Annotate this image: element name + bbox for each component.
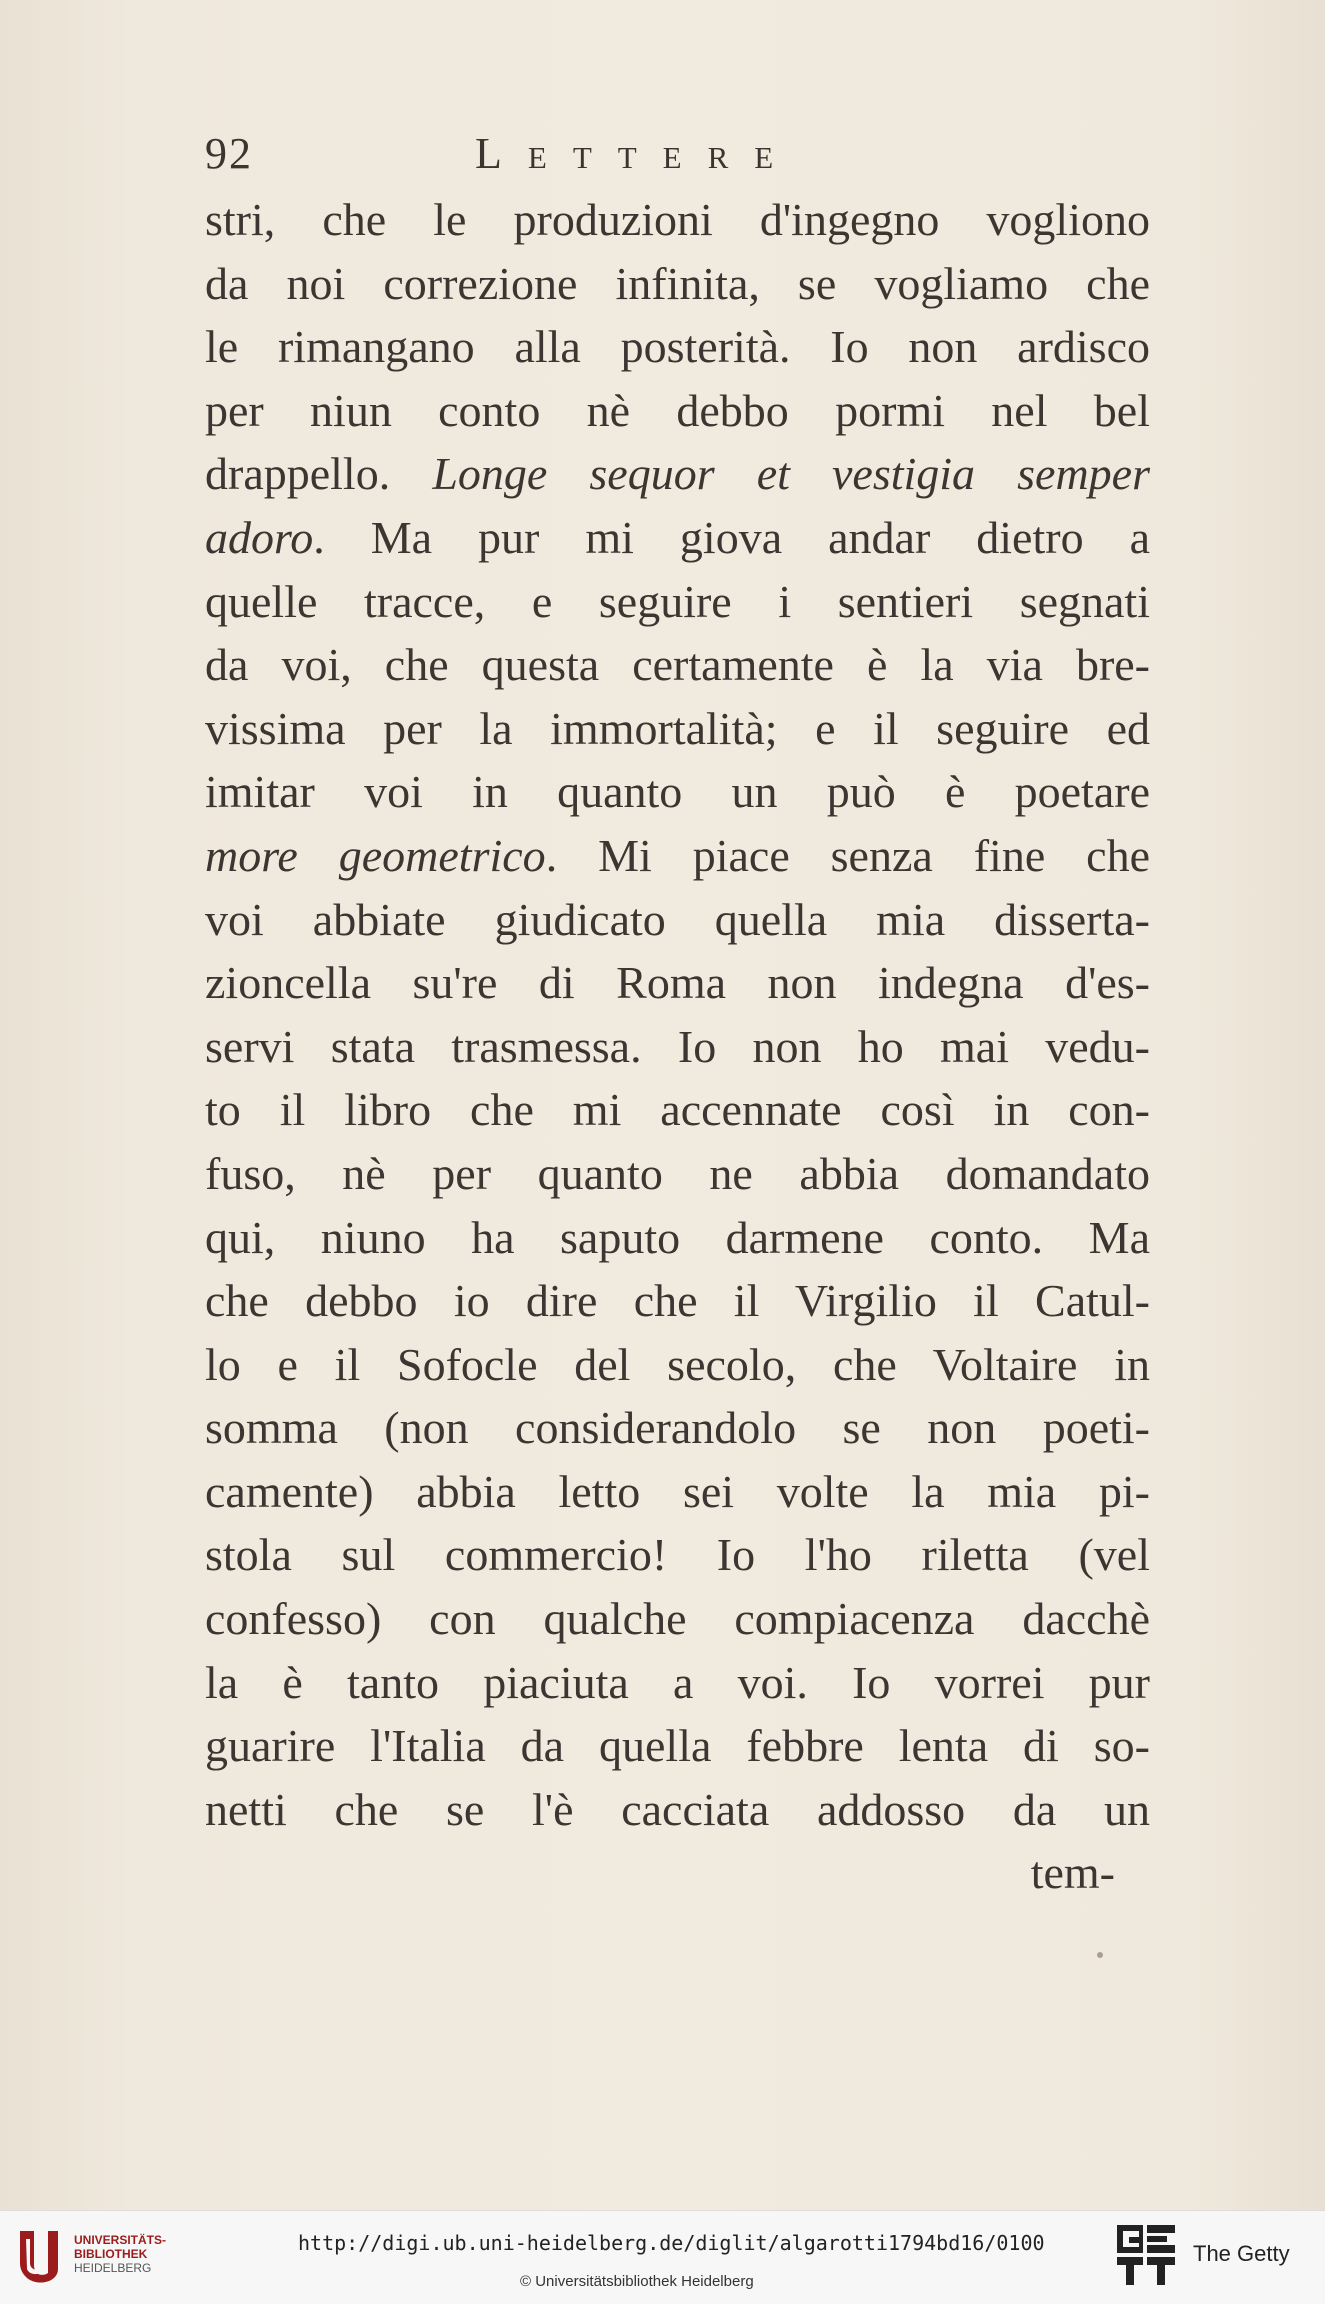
text-segment: confesso) con qualche compiacenza dacchè bbox=[205, 1593, 1150, 1645]
text-segment: fuso, nè per quanto ne abbia domandato bbox=[205, 1147, 1150, 1199]
text-line bbox=[205, 570, 1150, 634]
text-line bbox=[205, 760, 1150, 824]
text-segment: . Ma pur mi giova andar dietro a bbox=[313, 511, 1150, 563]
text-segment: quelle tracce, e seguire i sentieri segnati bbox=[205, 575, 1150, 627]
getty-label: The Getty bbox=[1193, 2241, 1290, 2266]
text-segment: imitar voi in quanto un può è poetare bbox=[205, 766, 1150, 818]
text-segment: da noi correzione infinita, se vogliamo che bbox=[205, 257, 1150, 309]
text-line bbox=[205, 1460, 1150, 1524]
text-segment: zioncella su're di Roma non indegna d'es- bbox=[205, 957, 1150, 1009]
text-segment: . Mi piace senza fine che bbox=[545, 829, 1150, 881]
text-line bbox=[205, 951, 1150, 1015]
text-line bbox=[205, 1778, 1150, 1842]
text-segment: drappello. bbox=[205, 448, 433, 500]
text-line bbox=[205, 188, 1150, 252]
italic-text-segment: Longe sequor et vestigia semper bbox=[432, 448, 1150, 500]
text-line bbox=[205, 697, 1150, 761]
text-segment: per niun conto nè debbo pormi nel bel bbox=[205, 384, 1150, 436]
text-line bbox=[205, 1714, 1150, 1778]
running-head bbox=[205, 128, 1165, 188]
text-line bbox=[205, 1206, 1150, 1270]
text-segment: netti che se l'è cacciata addosso da un bbox=[205, 1783, 1150, 1835]
text-segment: voi abbiate giudicato quella mia disserta- bbox=[205, 893, 1150, 945]
text-line bbox=[205, 1396, 1150, 1460]
text-line bbox=[205, 1333, 1150, 1397]
text-segment: camente) abbia letto sei volte la mia pi- bbox=[205, 1465, 1150, 1517]
text-segment: che debbo io dire che il Virgilio il Catul- bbox=[205, 1275, 1150, 1327]
text-segment: lo e il Sofocle del secolo, che Voltaire in bbox=[205, 1338, 1150, 1390]
university-library-logo-icon bbox=[12, 2225, 64, 2285]
permalink-url[interactable]: http://digi.ub.uni-heidelberg.de/diglit/algarotti1794bd16/0100 bbox=[298, 2231, 1045, 2255]
text-segment: le rimangano alla posterità. Io non ardisco bbox=[205, 321, 1150, 373]
university-library-name bbox=[74, 2233, 166, 2275]
text-line bbox=[205, 888, 1150, 952]
text-line bbox=[205, 1142, 1150, 1206]
footer-bar bbox=[0, 2210, 1325, 2304]
text-line bbox=[205, 506, 1150, 570]
text-line bbox=[205, 379, 1150, 443]
library-line-1: UNIVERSITÄTS- bbox=[74, 2233, 167, 2247]
text-line bbox=[205, 315, 1150, 379]
library-line-2: BIBLIOTHEK bbox=[74, 2247, 148, 2261]
text-line bbox=[205, 1078, 1150, 1142]
text-line bbox=[205, 824, 1150, 888]
text-line bbox=[205, 1269, 1150, 1333]
text-segment: stola sul commercio! Io l'ho riletta (vel bbox=[205, 1529, 1150, 1581]
text-segment: stri, che le produzioni d'ingegno vogliono bbox=[205, 194, 1150, 245]
text-segment: da voi, che questa certamente è la via bre- bbox=[205, 639, 1150, 691]
text-line bbox=[205, 1523, 1150, 1587]
text-line bbox=[205, 1015, 1150, 1079]
text-line bbox=[205, 1587, 1150, 1651]
text-segment: la è tanto piaciuta a voi. Io vorrei pur bbox=[205, 1656, 1150, 1708]
text-segment: somma (non considerandolo se non poeti- bbox=[205, 1402, 1150, 1454]
text-line bbox=[205, 633, 1150, 697]
running-head-title: Lettere bbox=[475, 129, 800, 178]
paper-speck bbox=[1097, 1952, 1103, 1958]
catchword: tem- bbox=[1030, 1847, 1115, 1899]
page-number: 92 bbox=[205, 129, 253, 178]
getty-logo-icon bbox=[1115, 2223, 1177, 2287]
text-segment: guarire l'Italia da quella febbre lenta di so- bbox=[205, 1720, 1150, 1772]
text-line bbox=[205, 442, 1150, 506]
body-text bbox=[205, 188, 1150, 1905]
library-line-3: HEIDELBERG bbox=[74, 2261, 152, 2275]
italic-text-segment: more geometrico bbox=[205, 829, 546, 881]
text-line bbox=[205, 1651, 1150, 1715]
text-segment: servi stata trasmessa. Io non ho mai vedu- bbox=[205, 1020, 1150, 1072]
text-segment: qui, niuno ha saputo darmene conto. Ma bbox=[205, 1211, 1150, 1263]
text-segment: vissima per la immortalità; e il seguire ed bbox=[205, 702, 1150, 754]
italic-text-segment: adoro bbox=[205, 511, 314, 563]
copyright-notice: © Universitätsbibliothek Heidelberg bbox=[520, 2273, 754, 2290]
text-line bbox=[205, 252, 1150, 316]
text-segment: to il libro che mi accennate così in con- bbox=[205, 1084, 1150, 1136]
